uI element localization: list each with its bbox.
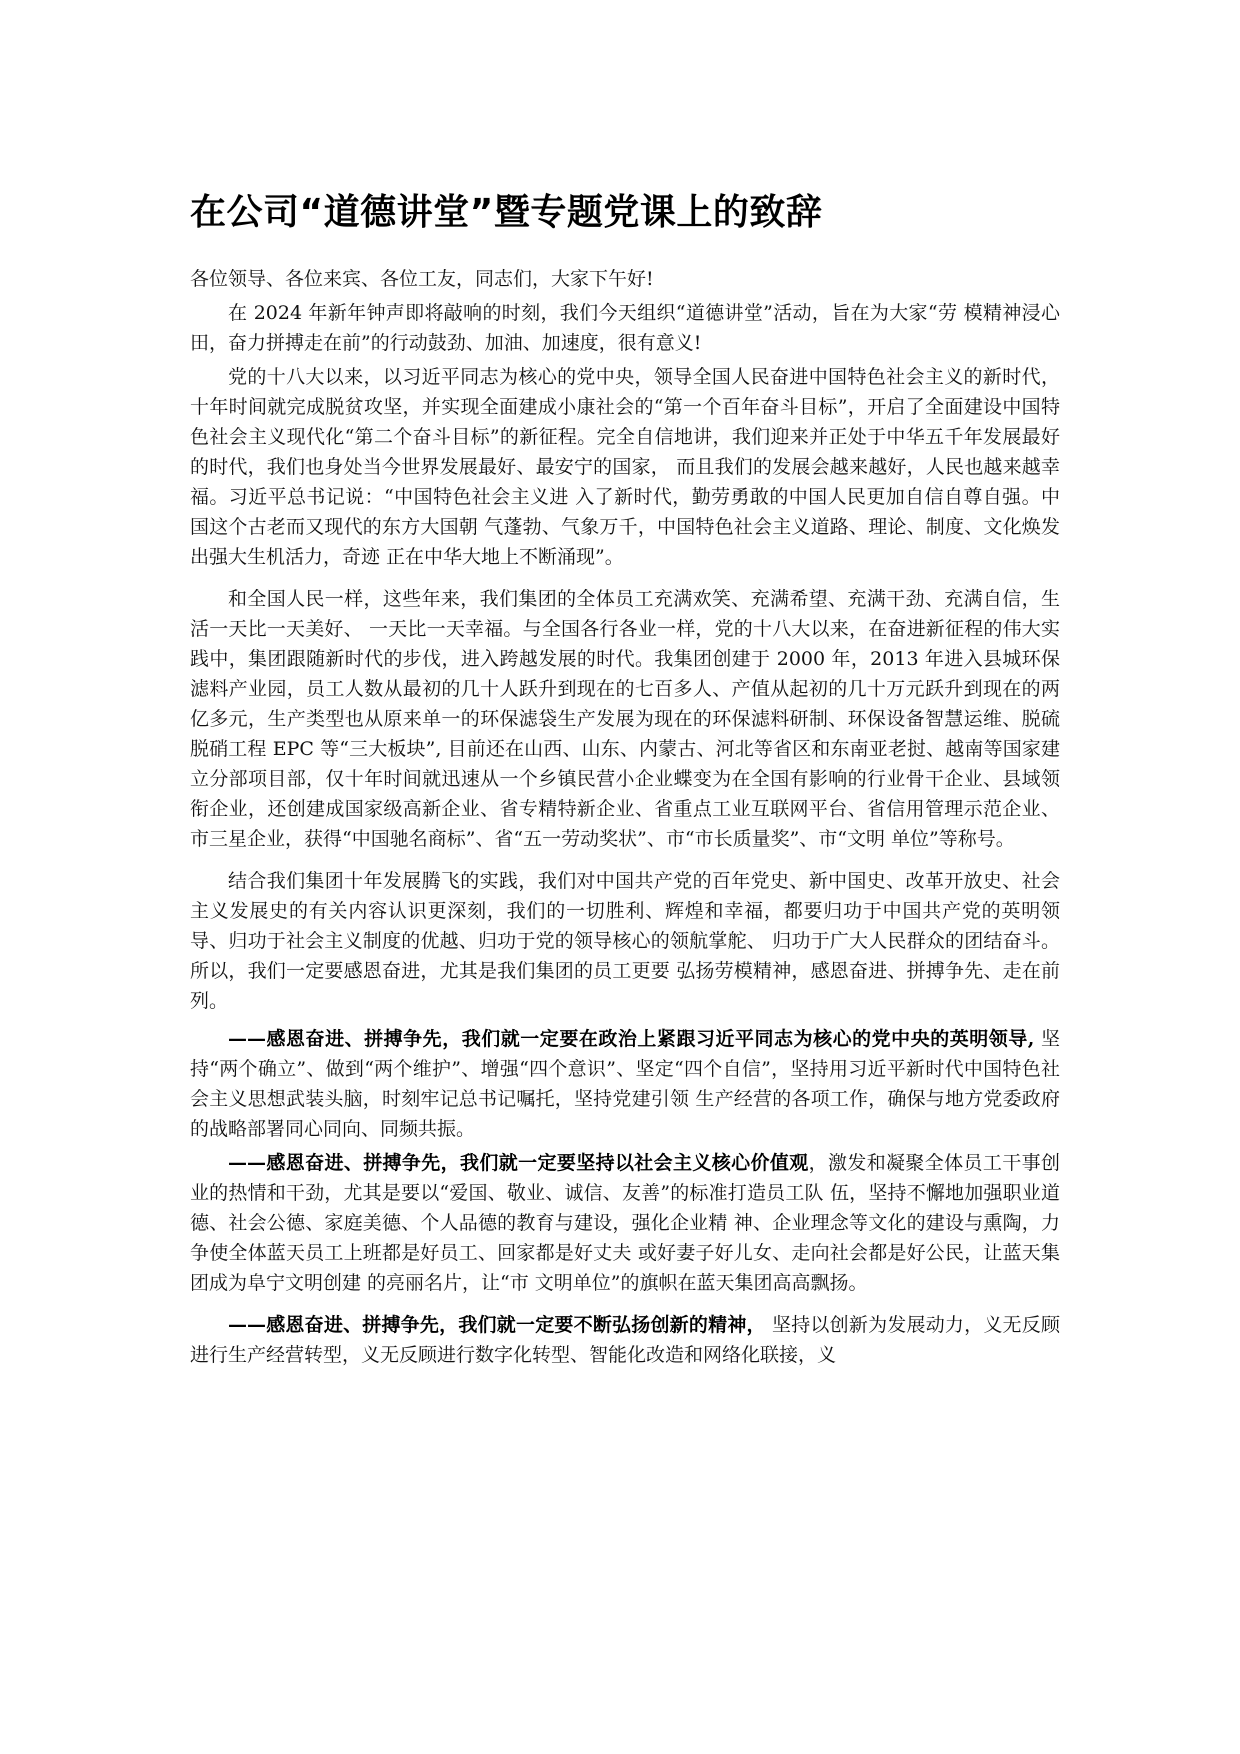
paragraph-group-development: 和全国人民一样，这些年来，我们集团的全体员工充满欢笑、充满希望、充满干劲、充满自信，生活一天比一天美好、 一天比一天幸福。与全国各行各业一样，党的十八大以来，在奋进新征程的伟大实践中，集团跟随新时代的步伐，进入跨越发展的时代。我集团创建于 2000 年，2013 年进入县城环保滤料产业园，员工人数从最初的几十人跃升到现在的七百多人、产值从起初的几十万元跃升到现在的两亿多元，生产类型也从原来单一的环保滤袋生产发展为现在的环保滤料研制、环保设备智慧运维、脱硫脱硝工程 EPC 等“三大板块”, 目前还在山西、山东、内蒙古、河北等省区和东南亚老挝、越南等国家建立分部项目部，仅十年时间就迅速从一个乡镇民营小企业蝶变为在全国有影响的行业骨干企业、县域领衔企业，还创建成国家级高新企业、省专精特新企业、省重点工业互联网平台、省信用管理示范企业、 市三星企业，获得“中国驰名商标”、省“五一劳动奖状”、市“市长质量奖”、市“文明 单位”等称号。 xyxy=(190,588,1060,850)
paragraph-core-values-lead: ——感恩奋进、拼搏争先，我们就一定要坚持以社会主义核心价值观 xyxy=(228,1152,809,1174)
paragraph-core-values-body: ，激发和凝聚全体员工干事创业的热情和干劲，尤其是要以“爱国、敬业、诚信、友善”的标准打造员工队 伍，坚持不懈地加强职业道德、社会公德、家庭美德、个人品德的教育与建设，强化企业精 神、企业理念等文化的建设与熏陶，力争使全体蓝天员工上班都是好员工、回家都是好丈夫 或好妻子好儿女、走向社会都是好公民，让蓝天集团成为阜宁文明创建 的亮丽名片，让“市 文明单位”的旗帜在蓝天集团高高飘扬。 xyxy=(190,1152,1060,1294)
paragraph-gratitude: 结合我们集团十年发展腾飞的实践，我们对中国共产党的百年党史、新中国史、改革开放史、社会主义发展史的有关内容认识更深刻，我们的一切胜利、辉煌和幸福，都要归功于中国共产党的英明领导、归功于社会主义制度的优越、归功于党的领导核心的领航掌舵、 归功于广大人民群众的团结奋斗。所以，我们一定要感恩奋进，尤其是我们集团的员工更要 弘扬劳模精神，感恩奋进、拼搏争先、走在前列。 xyxy=(190,870,1060,1012)
paragraph-political-leadership-lead: ——感恩奋进、拼搏争先，我们就一定要在政治上紧跟习近平同志为核心的党中央的英明领导, xyxy=(228,1028,1035,1050)
paragraph-innovation-body: 坚持以创新为发展动力，义无反顾进行生产经营转型，义无反顾进行数字化转型、智能化改造和网络化联接，义 xyxy=(190,1314,1060,1366)
paragraph-political-leadership xyxy=(190,1024,1060,1144)
document-page xyxy=(190,188,1060,1370)
paragraph-innovation-lead: ——感恩奋进、拼搏争先，我们就一定要不断弘扬创新的精神， xyxy=(228,1314,766,1336)
document-title: 在公司“道德讲堂”暨专题党课上的致辞 xyxy=(190,192,823,233)
paragraph-new-era: 党的十八大以来，以习近平同志为核心的党中央，领导全国人民奋进中国特色社会主义的新时代，十年时间就完成脱贫攻坚，并实现全面建成小康社会的“第一个百年奋斗目标”，开启了全面建设中国特色社会主义现代化“第二个奋斗目标”的新征程。完全自信地讲，我们迎来并正处于中华五千年发展最好的时代，我们也身处当今世界发展最好、最安宁的国家， 而且我们的发展会越来越好，人民也越来越幸福。习近平总书记说：“中国特色社会主义进 入了新时代，勤劳勇敢的中国人民更加自信自尊自强。中国这个古老而又现代的东方大国朝 气蓬勃、气象万千，中国特色社会主义道路、理论、制度、文化焕发出强大生机活力，奇迹 正在中华大地上不断涌现”。 xyxy=(190,366,1060,568)
greeting-paragraph: 各位领导、各位来宾、各位工友，同志们，大家下午好! xyxy=(190,268,654,290)
paragraph-new-year: 在 2024 年新年钟声即将敲响的时刻，我们今天组织“道德讲堂”活动，旨在为大家“劳 模精神浸心田，奋力拼搏走在前”的行动鼓劲、加油、加速度，很有意义! xyxy=(190,302,1060,354)
paragraph-political-leadership-body: 坚持“两个确立”、做到“两个维护”、增强“四个意识”、坚定“四个自信”，坚持用习近平新时代中国特色社会主义思想武装头脑，时刻牢记总书记嘱托，坚持党建引领 生产经营的各项工作，确保与地方党委政府的战略部署同心同向、同频共振。 xyxy=(190,1028,1060,1140)
paragraph-core-values xyxy=(190,1148,1060,1298)
paragraph-innovation xyxy=(190,1310,1060,1370)
